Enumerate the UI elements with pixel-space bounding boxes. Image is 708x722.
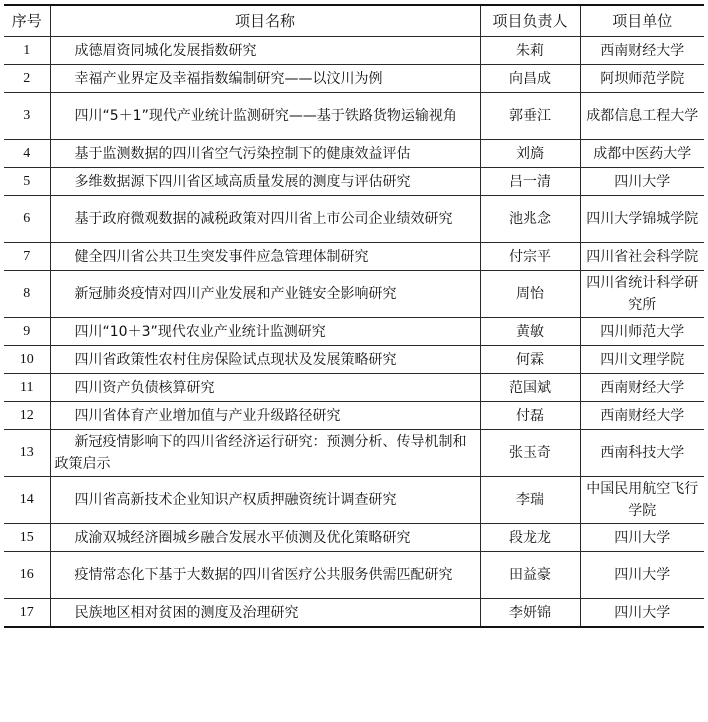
row-project-name: 基于监测数据的四川省空气污染控制下的健康效益评估: [50, 140, 480, 168]
row-project-unit: 四川文理学院: [580, 346, 704, 374]
row-project-name: 基于政府微观数据的减税政策对四川省上市公司企业绩效研究: [50, 196, 480, 243]
row-project-leader: 郭垂江: [480, 93, 580, 140]
row-project-leader: 段龙龙: [480, 524, 580, 552]
row-project-name: 多维数据源下四川省区域高质量发展的测度与评估研究: [50, 168, 480, 196]
row-project-unit: 阿坝师范学院: [580, 65, 704, 93]
row-project-leader: 吕一清: [480, 168, 580, 196]
row-project-unit: 四川大学: [580, 552, 704, 599]
row-project-unit: 西南财经大学: [580, 374, 704, 402]
row-project-name: 成德眉资同城化发展指数研究: [50, 37, 480, 65]
row-project-leader: 何霖: [480, 346, 580, 374]
row-project-name: 新冠疫情影响下的四川省经济运行研究：预测分析、传导机制和政策启示: [50, 430, 480, 477]
table-row: [4, 243, 704, 271]
row-index: 11: [4, 374, 50, 402]
table-row: [4, 346, 704, 374]
row-project-leader: 向昌成: [480, 65, 580, 93]
row-project-unit: 四川大学: [580, 524, 704, 552]
row-project-leader: 黄敏: [480, 318, 580, 346]
row-project-leader: 李妍锦: [480, 599, 580, 628]
row-project-unit: 成都中医药大学: [580, 140, 704, 168]
table-row: [4, 599, 704, 628]
row-index: 13: [4, 430, 50, 477]
row-index: 9: [4, 318, 50, 346]
row-index: 16: [4, 552, 50, 599]
row-project-leader: 池兆念: [480, 196, 580, 243]
row-project-unit: 四川省社会科学院: [580, 243, 704, 271]
table-row: [4, 168, 704, 196]
row-project-leader: 朱莉: [480, 37, 580, 65]
row-index: 15: [4, 524, 50, 552]
table-row: [4, 430, 704, 477]
row-index: 14: [4, 477, 50, 524]
row-project-unit: 四川师范大学: [580, 318, 704, 346]
table-row: [4, 140, 704, 168]
table-header-row: [4, 5, 704, 37]
row-project-unit: 成都信息工程大学: [580, 93, 704, 140]
row-index: 10: [4, 346, 50, 374]
row-project-name: 四川省政策性农村住房保险试点现状及发展策略研究: [50, 346, 480, 374]
row-project-unit: 中国民用航空飞行学院: [580, 477, 704, 524]
row-project-leader: 刘旖: [480, 140, 580, 168]
row-project-name: 四川资产负债核算研究: [50, 374, 480, 402]
table-row: [4, 374, 704, 402]
table-row: [4, 477, 704, 524]
row-project-unit: 西南财经大学: [580, 402, 704, 430]
row-index: 3: [4, 93, 50, 140]
row-project-name: 成渝双城经济圈城乡融合发展水平侦测及优化策略研究: [50, 524, 480, 552]
row-project-leader: 周怡: [480, 271, 580, 318]
table-row: [4, 93, 704, 140]
row-project-name: 四川“5＋1”现代产业统计监测研究——基于铁路货物运输视角: [50, 93, 480, 140]
table-row: [4, 271, 704, 318]
row-index: 4: [4, 140, 50, 168]
row-project-leader: 付宗平: [480, 243, 580, 271]
header-index: 序号: [4, 5, 50, 37]
row-project-name: 新冠肺炎疫情对四川产业发展和产业链安全影响研究: [50, 271, 480, 318]
table-row: [4, 402, 704, 430]
row-project-leader: 范国斌: [480, 374, 580, 402]
table-row: [4, 524, 704, 552]
row-project-unit: 四川大学锦城学院: [580, 196, 704, 243]
row-index: 12: [4, 402, 50, 430]
row-project-name: 健全四川省公共卫生突发事件应急管理体制研究: [50, 243, 480, 271]
row-index: 17: [4, 599, 50, 628]
row-project-leader: 付磊: [480, 402, 580, 430]
row-index: 8: [4, 271, 50, 318]
header-project-name: 项目名称: [50, 5, 480, 37]
row-project-leader: 李瑞: [480, 477, 580, 524]
row-project-name: 疫情常态化下基于大数据的四川省医疗公共服务供需匹配研究: [50, 552, 480, 599]
row-project-unit: 西南财经大学: [580, 37, 704, 65]
row-project-name: 四川省体育产业增加值与产业升级路径研究: [50, 402, 480, 430]
header-project-unit: 项目单位: [580, 5, 704, 37]
table-row: [4, 318, 704, 346]
row-project-name: 四川省高新技术企业知识产权质押融资统计调查研究: [50, 477, 480, 524]
row-index: 2: [4, 65, 50, 93]
table-row: [4, 552, 704, 599]
row-project-name: 幸福产业界定及幸福指数编制研究——以汶川为例: [50, 65, 480, 93]
table-row: [4, 65, 704, 93]
project-table: [4, 4, 704, 628]
row-project-unit: 四川省统计科学研究所: [580, 271, 704, 318]
row-index: 1: [4, 37, 50, 65]
row-project-unit: 四川大学: [580, 168, 704, 196]
table-row: [4, 37, 704, 65]
row-project-unit: 西南科技大学: [580, 430, 704, 477]
row-index: 7: [4, 243, 50, 271]
table-row: [4, 196, 704, 243]
row-project-name: 民族地区相对贫困的测度及治理研究: [50, 599, 480, 628]
row-project-leader: 张玉奇: [480, 430, 580, 477]
row-project-name: 四川“10＋3”现代农业产业统计监测研究: [50, 318, 480, 346]
row-project-unit: 四川大学: [580, 599, 704, 628]
row-index: 6: [4, 196, 50, 243]
header-project-leader: 项目负责人: [480, 5, 580, 37]
row-index: 5: [4, 168, 50, 196]
row-project-leader: 田益豪: [480, 552, 580, 599]
project-table-container: [4, 4, 704, 628]
